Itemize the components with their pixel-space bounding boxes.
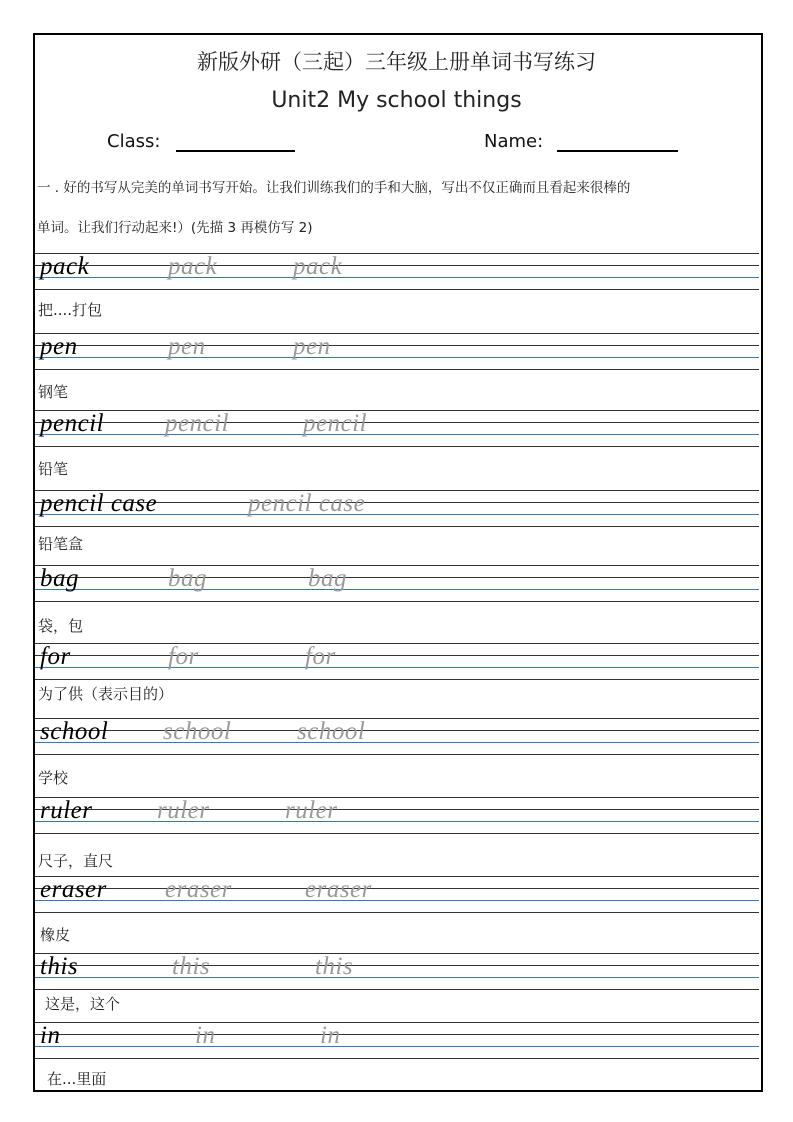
ruled-line xyxy=(35,265,759,266)
ruled-line xyxy=(35,446,759,447)
trace-word: for xyxy=(168,643,199,670)
baseline-guide xyxy=(35,667,759,668)
model-word: pack xyxy=(40,253,90,280)
trace-word: eraser xyxy=(305,876,372,903)
trace-word: pen xyxy=(168,333,206,360)
ruled-line xyxy=(35,912,759,913)
model-word: school xyxy=(40,718,109,745)
word-meaning: 钢笔 xyxy=(38,383,69,401)
model-word: pencil xyxy=(40,410,105,437)
writing-row-for[interactable] xyxy=(35,643,759,681)
ruled-line xyxy=(35,526,759,527)
ruled-line xyxy=(35,965,759,966)
trace-word: pencil xyxy=(165,410,230,437)
ruled-line xyxy=(35,754,759,755)
model-word: ruler xyxy=(40,797,93,824)
trace-word: bag xyxy=(168,565,207,592)
trace-word: for xyxy=(305,643,336,670)
writing-row-pack[interactable] xyxy=(35,253,759,291)
trace-word: pen xyxy=(293,333,331,360)
trace-word: pencil xyxy=(303,410,368,437)
word-meaning: 这是，这个 xyxy=(45,995,121,1013)
ruled-line xyxy=(35,333,759,334)
word-meaning: 尺子，直尺 xyxy=(38,852,114,870)
ruled-line xyxy=(35,253,759,254)
writing-row-pencil[interactable] xyxy=(35,410,759,448)
model-word: this xyxy=(40,953,79,980)
baseline-guide xyxy=(35,357,759,358)
instruction-line-2: 单词。让我们行动起来!）(先描 3 再模仿写 2) xyxy=(37,220,313,236)
ruled-line xyxy=(35,797,759,798)
model-word: eraser xyxy=(40,876,107,903)
ruled-line xyxy=(35,1034,759,1035)
baseline-guide xyxy=(35,977,759,978)
ruled-line xyxy=(35,643,759,644)
ruled-line xyxy=(35,876,759,877)
class-label: Class: xyxy=(107,131,161,152)
ruled-line xyxy=(35,422,759,423)
name-input-line[interactable] xyxy=(557,150,678,152)
name-label: Name: xyxy=(484,131,544,152)
class-input-line[interactable] xyxy=(176,150,295,152)
word-meaning: 铅笔盒 xyxy=(38,535,84,553)
trace-word: pack xyxy=(293,253,343,280)
trace-word: ruler xyxy=(157,797,210,824)
ruled-line xyxy=(35,565,759,566)
writing-row-ruler[interactable] xyxy=(35,797,759,835)
ruled-line xyxy=(35,1022,759,1023)
instruction-line-1: 一 . 好的书写从完美的单词书写开始。让我们训练我们的手和大脑，写出不仅正确而且看起来很棒的 xyxy=(37,180,631,196)
writing-row-pencil-case[interactable] xyxy=(35,490,759,528)
model-word: bag xyxy=(40,565,79,592)
ruled-line xyxy=(35,655,759,656)
word-meaning: 学校 xyxy=(38,769,69,787)
ruled-line xyxy=(35,410,759,411)
model-word: pencil case xyxy=(40,490,158,517)
writing-row-eraser[interactable] xyxy=(35,876,759,914)
ruled-line xyxy=(35,679,759,680)
trace-word: this xyxy=(172,953,211,980)
ruled-line xyxy=(35,953,759,954)
ruled-line xyxy=(35,730,759,731)
baseline-guide xyxy=(35,277,759,278)
ruled-line xyxy=(35,888,759,889)
unit-title: Unit2 My school things xyxy=(271,88,522,113)
word-meaning: 铅笔 xyxy=(38,460,69,478)
ruled-line xyxy=(35,345,759,346)
baseline-guide xyxy=(35,1046,759,1047)
ruled-line xyxy=(35,369,759,370)
ruled-line xyxy=(35,833,759,834)
ruled-line xyxy=(35,1058,759,1059)
baseline-guide xyxy=(35,434,759,435)
ruled-line xyxy=(35,577,759,578)
trace-word: bag xyxy=(308,565,347,592)
baseline-guide xyxy=(35,589,759,590)
ruled-line xyxy=(35,601,759,602)
ruled-line xyxy=(35,809,759,810)
writing-row-school[interactable] xyxy=(35,718,759,756)
trace-word: eraser xyxy=(165,876,232,903)
trace-word: pencil case xyxy=(248,490,366,517)
trace-word: pack xyxy=(168,253,218,280)
baseline-guide xyxy=(35,742,759,743)
writing-row-pen[interactable] xyxy=(35,333,759,371)
ruled-line xyxy=(35,989,759,990)
word-meaning: 在...里面 xyxy=(47,1070,107,1088)
writing-row-this[interactable] xyxy=(35,953,759,991)
model-word: pen xyxy=(40,333,78,360)
trace-word: school xyxy=(163,718,232,745)
trace-word: in xyxy=(320,1022,341,1049)
baseline-guide xyxy=(35,900,759,901)
model-word: for xyxy=(40,643,71,670)
word-meaning: 橡皮 xyxy=(40,926,71,944)
word-meaning: 袋，包 xyxy=(38,617,84,635)
ruled-line xyxy=(35,718,759,719)
word-meaning: 把....打包 xyxy=(38,301,103,319)
model-word: in xyxy=(40,1022,61,1049)
writing-row-in[interactable] xyxy=(35,1022,759,1060)
worksheet-title: 新版外研（三起）三年级上册单词书写练习 xyxy=(197,50,596,74)
trace-word: in xyxy=(195,1022,216,1049)
ruled-line xyxy=(35,289,759,290)
word-meaning: 为了供（表示目的） xyxy=(38,685,174,703)
writing-row-bag[interactable] xyxy=(35,565,759,603)
trace-word: this xyxy=(315,953,354,980)
baseline-guide xyxy=(35,821,759,822)
trace-word: school xyxy=(297,718,366,745)
trace-word: ruler xyxy=(285,797,338,824)
